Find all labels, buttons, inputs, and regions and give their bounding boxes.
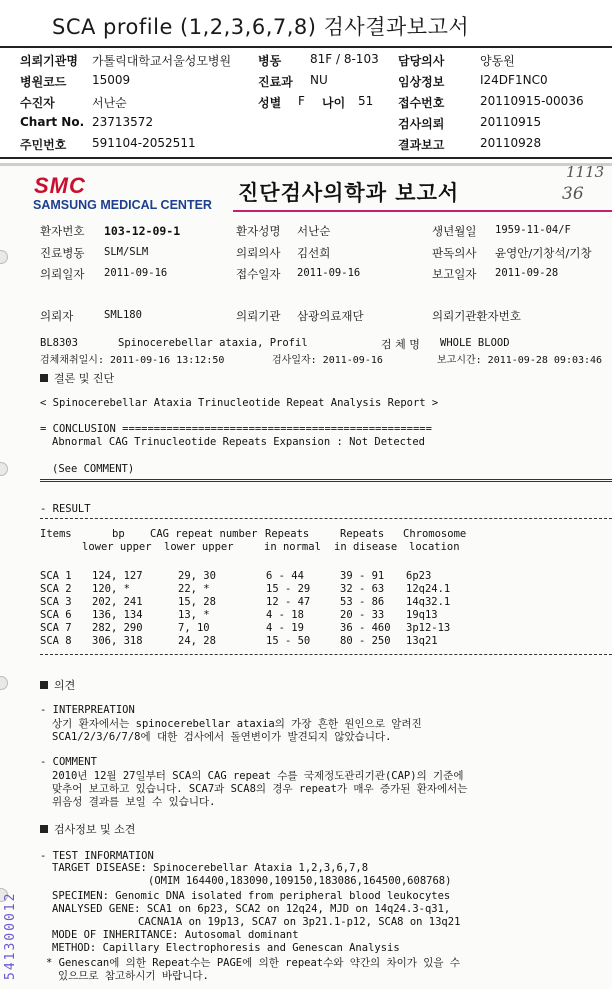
info-label: 병원코드 xyxy=(20,75,67,89)
info-label: 진료과 xyxy=(258,75,293,89)
req-date: 2011-09-16 xyxy=(104,267,168,279)
test-name: Spinocerebellar ataxia, Profil xyxy=(118,337,308,349)
comment-line: 위음성 결과를 보일 수 있습니다. xyxy=(52,796,216,808)
table-cell: 3p12-13 xyxy=(406,622,451,634)
table-header: Repeats xyxy=(340,528,385,540)
section-result-diagnosis xyxy=(40,370,114,386)
reader-label: 판독의사 xyxy=(432,246,477,260)
title-underline xyxy=(233,210,612,212)
section-title: 의견 xyxy=(54,679,76,692)
patient-info-row xyxy=(20,136,612,154)
table-header: Repeats xyxy=(265,528,310,540)
info-value: 서난순 xyxy=(92,96,127,110)
dob-label: 생년월일 xyxy=(432,224,477,238)
report-title: SCA profile (1,2,3,6,7,8) 검사결과보고서 xyxy=(52,15,470,39)
info-value: 20110915 xyxy=(480,115,542,129)
rpt-date: 2011-09-28 xyxy=(495,267,559,279)
smc-logo: SMC xyxy=(34,173,86,198)
inheritance-mode: MODE OF INHERITANCE: Autosomal dominant xyxy=(52,929,299,941)
side-serial-number: 541300012 xyxy=(3,891,18,980)
result-rule xyxy=(40,518,612,519)
interpretation-label: - INTERPREATION xyxy=(40,704,135,716)
dept: SLM/SLM xyxy=(104,246,149,258)
table-subheader: location xyxy=(409,541,460,553)
section-title: 결론 및 진단 xyxy=(54,372,115,385)
see-comment: (See COMMENT) xyxy=(52,463,135,475)
table-cell: 124, 127 xyxy=(92,570,143,582)
table-cell: 14q32.1 xyxy=(406,596,451,608)
info-label: 나이 xyxy=(322,96,346,110)
org: 삼광의료재단 xyxy=(297,309,364,323)
handwritten-note: 36 xyxy=(562,184,584,204)
patient-name: 서난순 xyxy=(297,224,331,238)
info-value: 51 xyxy=(358,94,374,108)
handwritten-note: 1113 xyxy=(566,163,605,181)
specimen-label: 검 체 명 xyxy=(381,338,420,351)
method: METHOD: Capillary Electrophoresis and Genescan Analysis xyxy=(52,942,400,954)
conclusion-label: = CONCLUSION ================================================= xyxy=(40,423,432,435)
section-opinion xyxy=(40,677,75,693)
table-cell: 29, 30 xyxy=(178,570,216,582)
target-disease: TARGET DISEASE: Spinocerebellar Ataxia 1,2,3,6,7,8 xyxy=(52,862,369,874)
omim-numbers: (OMIM 164400,183090,109150,183086,164500,608768) xyxy=(148,875,452,887)
section-bullet-icon xyxy=(40,825,48,833)
patient-no-label: 환자번호 xyxy=(40,224,85,238)
table-cell: 4 - 18 xyxy=(266,609,304,621)
table-cell: 39 - 91 xyxy=(340,570,385,582)
reader: 윤영안/기창석/기창 xyxy=(495,246,592,260)
table-subheader: lower upper xyxy=(164,541,234,553)
table-header: Items xyxy=(40,528,72,540)
table-cell: 15, 28 xyxy=(178,596,216,608)
collect-time: 검체채취일시: 2011-09-16 13:12:50 xyxy=(40,355,225,366)
info-value: 23713572 xyxy=(92,115,154,129)
info-value: 591104-2052511 xyxy=(92,136,196,150)
conclusion-rule xyxy=(40,479,612,482)
comment-line: 맞추어 보고하고 있습니다. SCA7과 SCA8의 경우 repeat가 매우 증가된 환자에서는 xyxy=(52,783,468,795)
table-cell: 13, * xyxy=(178,609,210,621)
test-code: BL8303 xyxy=(40,337,78,349)
org-patno-label: 의뢰기관환자번호 xyxy=(432,309,521,323)
conclusion: Abnormal CAG Trinucleotide Repeats Expansion : Not Detected xyxy=(52,436,425,448)
specimen: WHOLE BLOOD xyxy=(440,337,510,349)
info-label: 병동 xyxy=(258,54,282,68)
result-label: - RESULT xyxy=(40,503,91,515)
table-cell: 7, 10 xyxy=(178,622,210,634)
table-header: bp xyxy=(112,528,125,540)
table-cell: 12 - 47 xyxy=(266,596,311,608)
table-header: Chromosome xyxy=(403,528,467,540)
table-cell: 53 - 86 xyxy=(340,596,385,608)
analysis-heading: < Spinocerebellar Ataxia Trinucleotide Repeat Analysis Report > xyxy=(40,397,439,409)
table-cell: 19q13 xyxy=(406,609,438,621)
recv-date-label: 접수일자 xyxy=(236,267,281,281)
genescan-note-cont: 있으므로 참고하시기 바랍니다. xyxy=(58,970,209,982)
table-row-label: SCA 1 xyxy=(40,570,72,582)
requester: SML180 xyxy=(104,309,142,321)
info-label: Chart No. xyxy=(20,115,85,129)
table-cell: 202, 241 xyxy=(92,596,143,608)
patient-info-row xyxy=(20,73,612,91)
section-bullet-icon xyxy=(40,681,48,689)
info-label: 성별 xyxy=(258,96,282,110)
info-label: 주민번호 xyxy=(20,138,67,152)
table-cell: 15 - 29 xyxy=(266,583,311,595)
table-subheader: in disease xyxy=(334,541,398,553)
table-header: CAG repeat number xyxy=(150,528,258,540)
header-rule-top xyxy=(0,46,612,48)
rpt-date-label: 보고일자 xyxy=(432,267,477,281)
table-cell: 32 - 63 xyxy=(340,583,385,595)
scan-report-title: 진단검사의학과 보고서 xyxy=(238,180,460,205)
info-value: I24DF1NC0 xyxy=(480,73,548,87)
info-value: 20110915-00036 xyxy=(480,94,584,108)
info-value: 20110928 xyxy=(480,136,542,150)
table-cell: 6p23 xyxy=(406,570,432,582)
comment-label: - COMMENT xyxy=(40,756,97,768)
patient-info-row xyxy=(20,115,612,133)
info-value: 가톨릭대학교서울성모병원 xyxy=(92,54,232,68)
patient-name-label: 환자성명 xyxy=(236,224,281,238)
dept-label: 진료병동 xyxy=(40,246,85,260)
table-cell: 24, 28 xyxy=(178,635,216,647)
table-rule xyxy=(40,654,612,655)
info-label: 임상정보 xyxy=(398,75,445,89)
table-row-label: SCA 2 xyxy=(40,583,72,595)
header-rule-bottom xyxy=(0,157,612,159)
lab-report-header xyxy=(0,0,612,163)
req-date-label: 의뢰일자 xyxy=(40,267,85,281)
test-date: 검사일자: 2011-09-16 xyxy=(272,355,383,366)
table-cell: 20 - 33 xyxy=(340,609,385,621)
requester-label: 의뢰자 xyxy=(40,309,74,323)
table-cell: 306, 318 xyxy=(92,635,143,647)
table-cell: 12q24.1 xyxy=(406,583,451,595)
section-bullet-icon xyxy=(40,374,48,382)
table-subheader: in normal xyxy=(264,541,321,553)
test-info-label: - TEST INFORMATION xyxy=(40,850,154,862)
table-row-label: SCA 7 xyxy=(40,622,72,634)
table-cell: 22, * xyxy=(178,583,210,595)
patient-info-row xyxy=(20,94,612,112)
table-cell: 4 - 19 xyxy=(266,622,304,634)
hospital-name: SAMSUNG MEDICAL CENTER xyxy=(33,198,212,212)
result-table xyxy=(0,528,612,658)
info-value: NU xyxy=(310,73,328,87)
info-label: 의뢰기관명 xyxy=(20,54,78,68)
section-title: 검사정보 및 소견 xyxy=(54,823,136,836)
report-time: 보고시간: 2011-09-28 09:03:46 xyxy=(437,355,603,366)
interpretation-line: 상기 환자에서는 spinocerebellar ataxia의 가장 흔한 원인으로 알려진 xyxy=(52,718,422,730)
table-subheader: lower upper xyxy=(82,541,152,553)
doctor-label: 의뢰의사 xyxy=(236,246,281,260)
table-row-label: SCA 6 xyxy=(40,609,72,621)
table-cell: 6 - 44 xyxy=(266,570,304,582)
info-value: 81F / 8-103 xyxy=(310,52,379,66)
table-cell: 36 - 460 xyxy=(340,622,391,634)
table-row-label: SCA 3 xyxy=(40,596,72,608)
genescan-note: * Genescan에 의한 Repeat수는 PAGE에 의한 repeat수와 약간의 차이가 있을 수 xyxy=(46,957,460,969)
info-value: 15009 xyxy=(92,73,131,87)
org-label: 의뢰기관 xyxy=(236,309,281,323)
specimen-line: SPECIMEN: Genomic DNA isolated from peripheral blood leukocytes xyxy=(52,890,451,902)
info-label: 검사의뢰 xyxy=(398,117,445,131)
table-cell: 80 - 250 xyxy=(340,635,391,647)
patient-no: 103-12-09-1 xyxy=(104,224,181,238)
analysed-gene: ANALYSED GENE: SCA1 on 6p23, SCA2 on 12q24, MJD on 14q24.3-q31, xyxy=(52,903,451,915)
info-label: 수진자 xyxy=(20,96,55,110)
info-value: 양동원 xyxy=(480,54,515,68)
info-value: F xyxy=(298,94,305,108)
patient-info-row xyxy=(20,52,612,70)
doctor: 김선희 xyxy=(297,246,331,260)
info-label: 접수번호 xyxy=(398,96,445,110)
recv-date: 2011-09-16 xyxy=(297,267,361,279)
table-cell: 120, * xyxy=(92,583,130,595)
table-cell: 136, 134 xyxy=(92,609,143,621)
analysed-gene-cont: CACNA1A on 19p13, SCA7 on 3p21.1-p12, SCA8 on 13q21 xyxy=(138,916,461,928)
interpretation-line: SCA1/2/3/6/7/8에 대한 검사에서 돌연변이가 발견되지 않았습니다. xyxy=(52,731,392,743)
info-label: 담당의사 xyxy=(398,54,445,68)
table-cell: 13q21 xyxy=(406,635,438,647)
table-cell: 282, 290 xyxy=(92,622,143,634)
comment-line: 2010년 12월 27일부터 SCA의 CAG repeat 수를 국제정도관리기관(CAP)의 기준에 xyxy=(52,770,464,782)
table-row-label: SCA 8 xyxy=(40,635,72,647)
table-cell: 15 - 50 xyxy=(266,635,311,647)
dob: 1959-11-04/F xyxy=(495,224,571,236)
info-label: 결과보고 xyxy=(398,138,445,152)
section-test-info xyxy=(40,821,135,837)
